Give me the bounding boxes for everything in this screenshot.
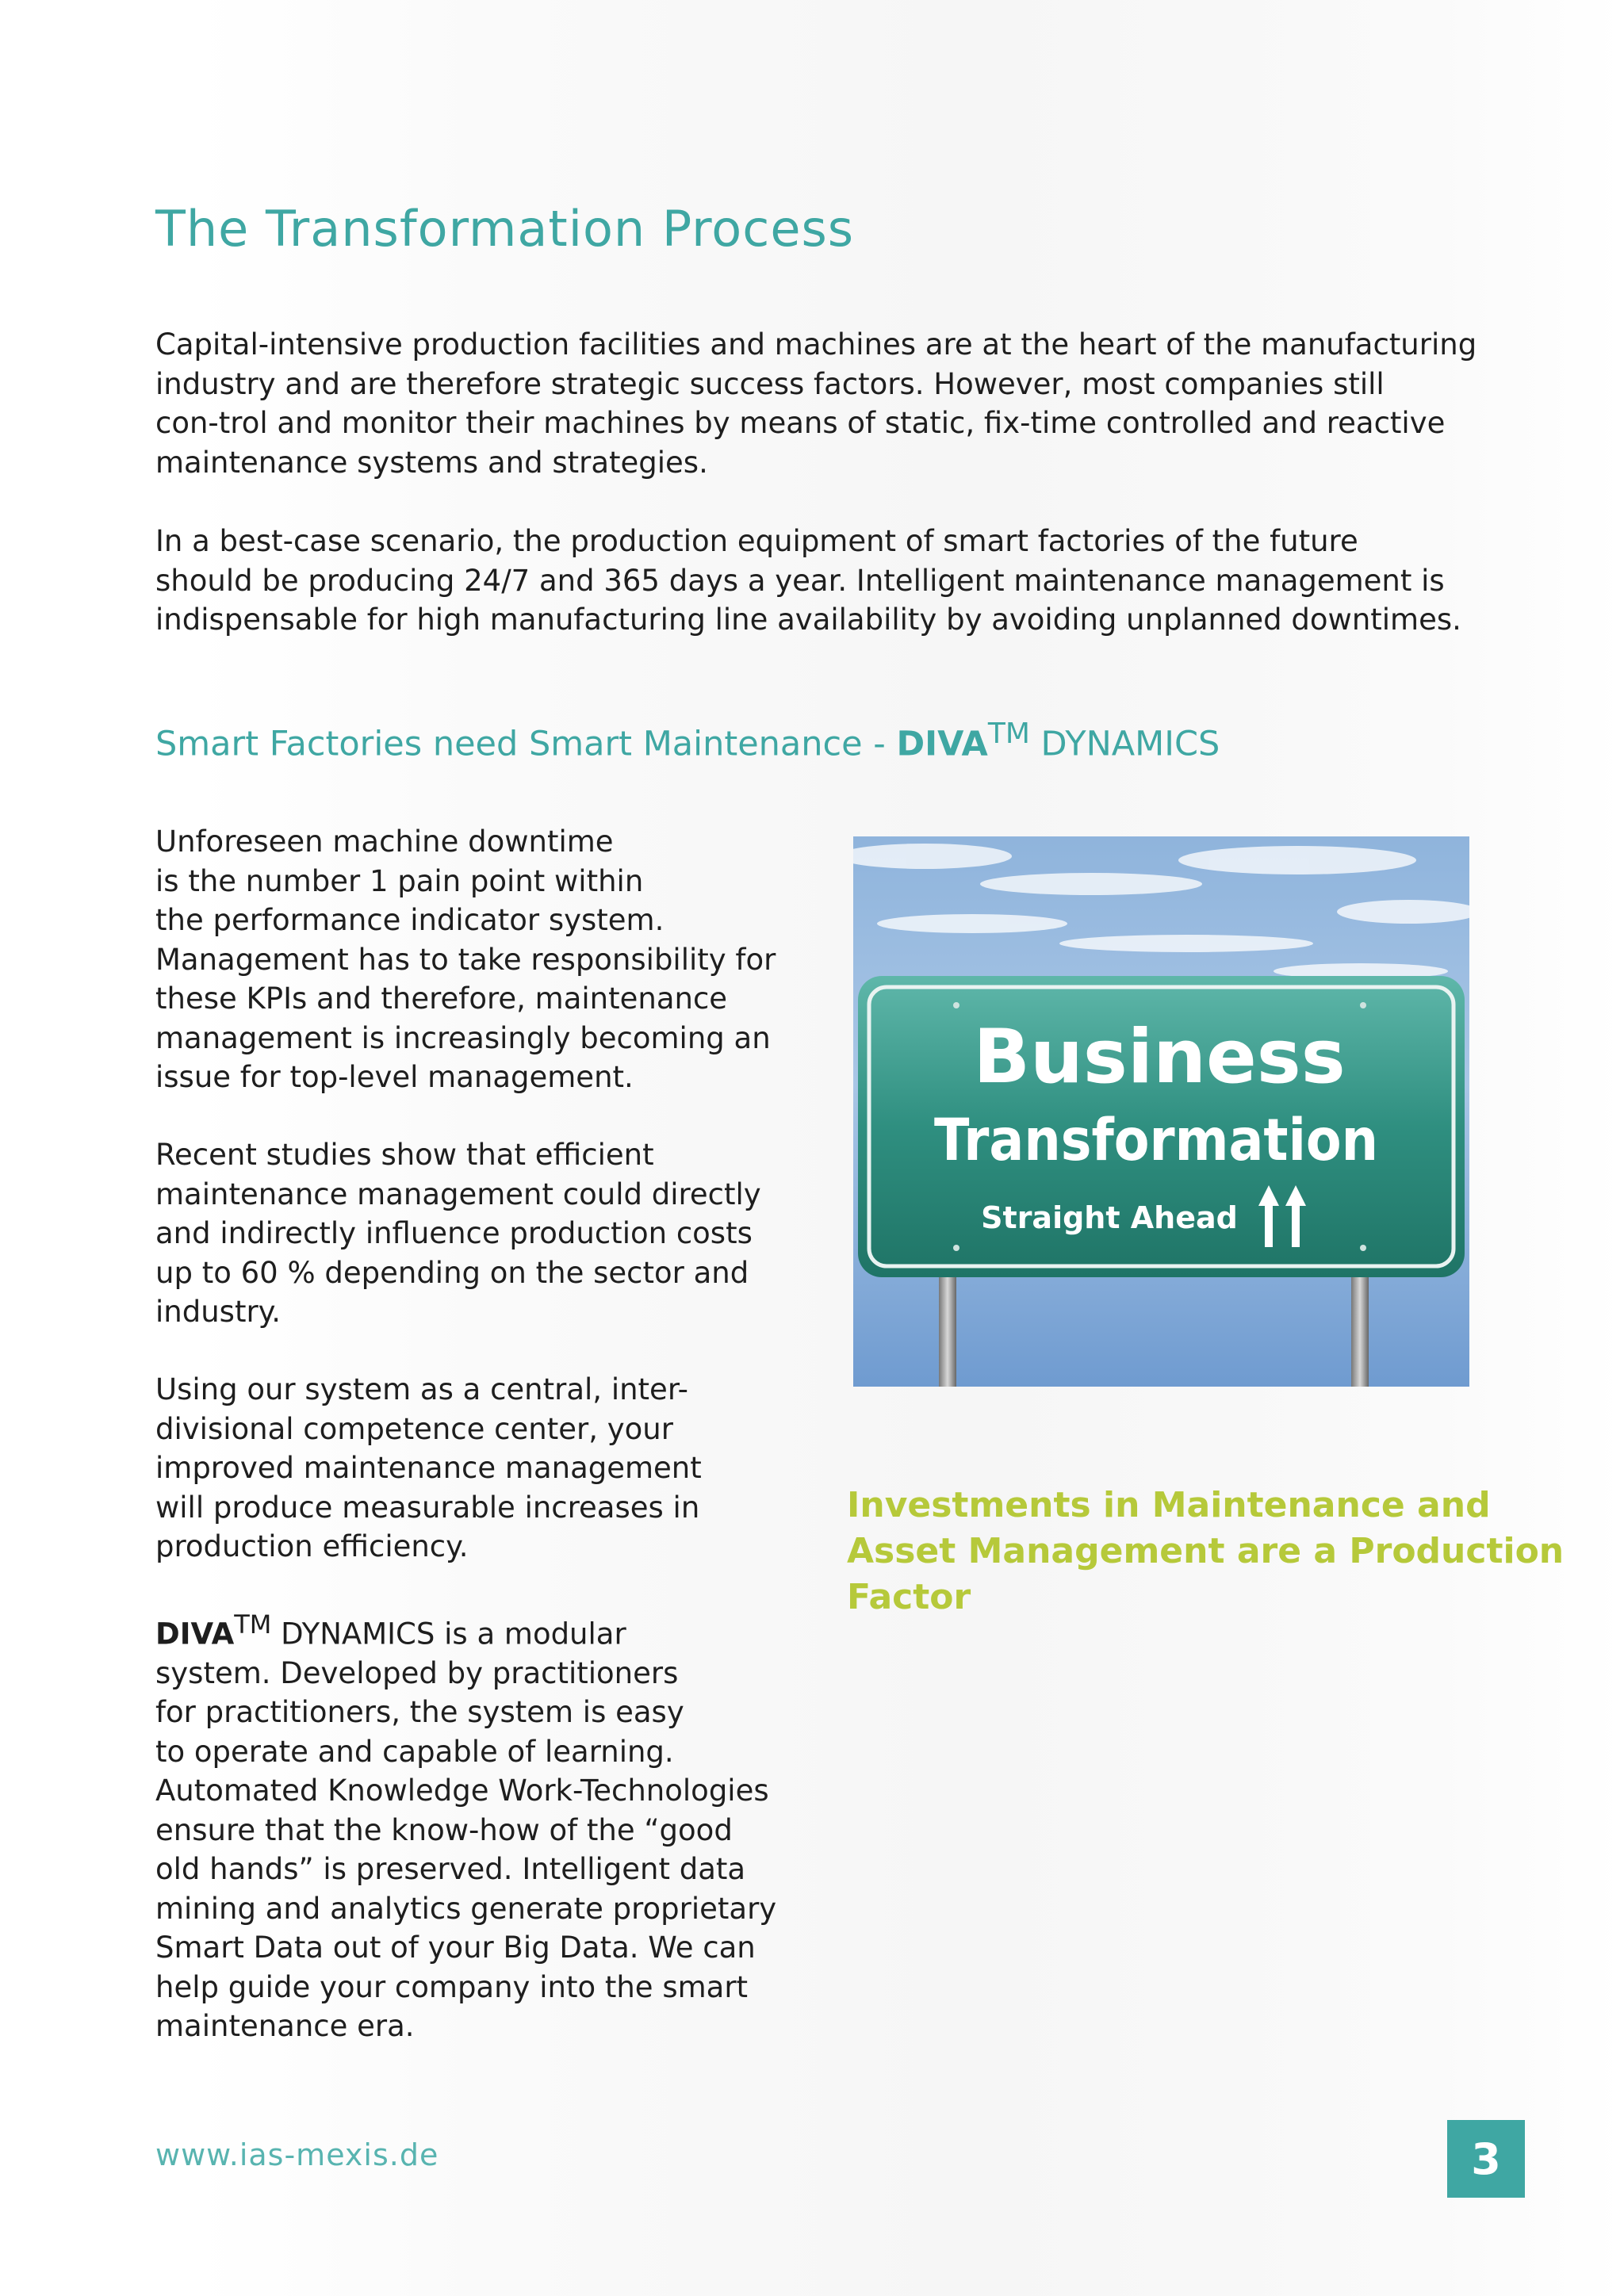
- intro-paragraph-1: [155, 325, 1477, 482]
- text-line: management is increasingly becoming an: [155, 1020, 771, 1055]
- text-fragment: DYNAMICS is a modular: [271, 1617, 626, 1651]
- text-line: mining and analytics generate proprietary: [155, 1891, 777, 1926]
- text-line: Automated Knowledge Work-Technologies: [155, 1774, 769, 1808]
- trademark-mark: TM: [987, 718, 1030, 750]
- text-line: Unforeseen machine downtime: [155, 825, 614, 859]
- brand-name: DIVA: [155, 1617, 235, 1651]
- text-line: help guide your company into the smart: [155, 1969, 749, 2004]
- text-line: Smart Data out of your Big Data. We can: [155, 1931, 756, 1965]
- text-line: In a best-case scenario, the production equipment of smart factories of the future: [155, 524, 1358, 558]
- body-block-diva-dynamics: [155, 1605, 790, 2046]
- text-line: con-trol and monitor their machines by means of static, fix-time controlled and reactive: [155, 406, 1446, 440]
- text-line: improved maintenance management: [155, 1451, 702, 1485]
- sign-text-business: Business: [973, 1014, 1346, 1100]
- text-line: old hands” is preserved. Intelligent data: [155, 1852, 746, 1887]
- text-line: ensure that the know-how of the “good: [155, 1812, 733, 1847]
- text-line: for practitioners, the system is easy: [155, 1695, 684, 1730]
- text-line: the performance indicator system.: [155, 903, 665, 937]
- text-line: industry and are therefore strategic success factors. However, most companies still: [155, 366, 1385, 401]
- text-line: maintenance systems and strategies.: [155, 445, 708, 480]
- text-line: indispensable for high manufacturing line availability by avoiding unplanned downtimes.: [155, 603, 1461, 637]
- subheading-text: Smart Factories need Smart Maintenance -: [155, 724, 897, 764]
- text-line: Using our system as a central, inter-: [155, 1372, 689, 1406]
- business-transformation-sign-image: [853, 836, 1469, 1387]
- body-block-competence-center: [155, 1370, 790, 1567]
- text-line: system. Developed by practitioners: [155, 1655, 679, 1690]
- text-line: to operate and capable of learning.: [155, 1734, 674, 1769]
- body-block-studies: [155, 1135, 790, 1332]
- text-line: Recent studies show that efficient: [155, 1138, 654, 1172]
- text-line: production efficiency.: [155, 1529, 469, 1563]
- text-line: maintenance management could directly: [155, 1177, 761, 1211]
- callout-line: Asset Management are a Production: [847, 1531, 1565, 1571]
- product-name: DYNAMICS: [1029, 724, 1220, 764]
- callout-line: Factor: [847, 1577, 971, 1617]
- footer-website-url: www.ias-mexis.de: [155, 2137, 439, 2172]
- callout-line: Investments in Maintenance and: [847, 1485, 1491, 1525]
- sign-text-transformation: Transformation: [934, 1107, 1378, 1174]
- sign-pole-left: [939, 1265, 956, 1387]
- text-line: industry.: [155, 1295, 282, 1329]
- page-number-badge: 3: [1447, 2120, 1525, 2198]
- trademark-mark: TM: [234, 1609, 272, 1640]
- text-line: should be producing 24/7 and 365 days a year. Intelligent maintenance management is: [155, 563, 1445, 598]
- intro-paragraph-2: [155, 522, 1472, 640]
- text-line: maintenance era.: [155, 2009, 415, 2044]
- callout-statement: [847, 1483, 1565, 1621]
- sign-pole-right: [1351, 1265, 1369, 1387]
- text-line: these KPIs and therefore, maintenance: [155, 982, 728, 1016]
- text-line: up to 60 % depending on the sector and: [155, 1255, 749, 1290]
- text-line: issue for top-level management.: [155, 1060, 634, 1094]
- text-line: divisional competence center, your: [155, 1411, 673, 1446]
- section-subheading: [155, 718, 1220, 763]
- text-line: Capital-intensive production facilities and machines are at the heart of the manufacturing: [155, 327, 1477, 362]
- sign-text-straight-ahead: Straight Ahead: [981, 1200, 1238, 1235]
- body-block-downtime: [155, 822, 790, 1097]
- text-line: [155, 1605, 790, 1654]
- brand-name: DIVA: [896, 724, 988, 764]
- text-line: will produce measurable increases in: [155, 1490, 700, 1525]
- text-line: and indirectly influence production costs: [155, 1216, 753, 1250]
- text-line: is the number 1 pain point within: [155, 863, 644, 898]
- page-title: The Transformation Process: [155, 200, 855, 258]
- text-line: Management has to take responsibility for: [155, 942, 776, 977]
